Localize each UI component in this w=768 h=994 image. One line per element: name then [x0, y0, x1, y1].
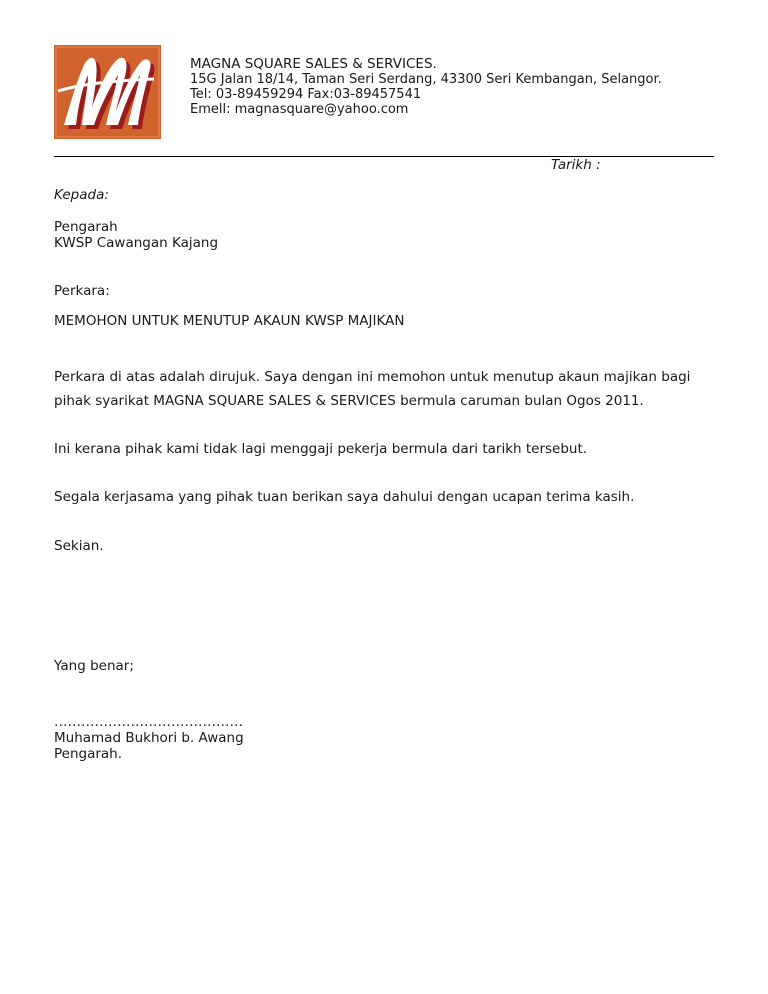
company-address: 15G Jalan 18/14, Taman Seri Serdang, 43300 Seri Kembangan, Selangor.: [190, 72, 662, 87]
company-details: [190, 57, 662, 117]
subject-text: MEMOHON UNTUK MENUTUP AKAUN KWSP MAJIKAN: [54, 313, 405, 329]
recipient-title: Pengarah: [54, 219, 118, 235]
recipient-salutation: Kepada:: [54, 187, 109, 203]
company-name: MAGNA SQUARE SALES & SERVICES.: [190, 56, 437, 72]
body-paragraph-1: [54, 365, 724, 413]
body-paragraph-3: Segala kerjasama yang pihak tuan berikan saya dahului dengan ucapan terima kasih.: [54, 489, 635, 505]
company-email: Emell: magnasquare@yahoo.com: [190, 102, 409, 117]
recipient-office: KWSP Cawangan Kajang: [54, 235, 219, 251]
signature-line: ……………………………………: [54, 714, 243, 730]
signature-name: Muhamad Bukhori b. Awang: [54, 730, 244, 746]
body-paragraph-2: Ini kerana pihak kami tidak lagi menggaji pekerja bermula dari tarikh tersebut.: [54, 441, 588, 457]
body-closing: Sekian.: [54, 538, 104, 554]
letterhead-divider: [54, 156, 714, 157]
body-paragraph-1-line-1: Perkara di atas adalah dirujuk. Saya dengan ini memohon untuk menutup akaun majikan bagi: [54, 369, 691, 385]
body-paragraph-1-line-2: pihak syarikat MAGNA SQUARE SALES & SERVICES bermula caruman bulan Ogos 2011.: [54, 393, 644, 409]
subject-label: Perkara:: [54, 283, 110, 299]
company-phone-fax: Tel: 03-89459294 Fax:03-89457541: [190, 87, 422, 102]
magna-m-logo-icon: [54, 45, 161, 139]
date-label: Tarikh :: [551, 157, 601, 173]
company-logo: [54, 45, 161, 139]
signature-position: Pengarah.: [54, 746, 123, 762]
signature-sign-off: Yang benar;: [54, 658, 134, 674]
